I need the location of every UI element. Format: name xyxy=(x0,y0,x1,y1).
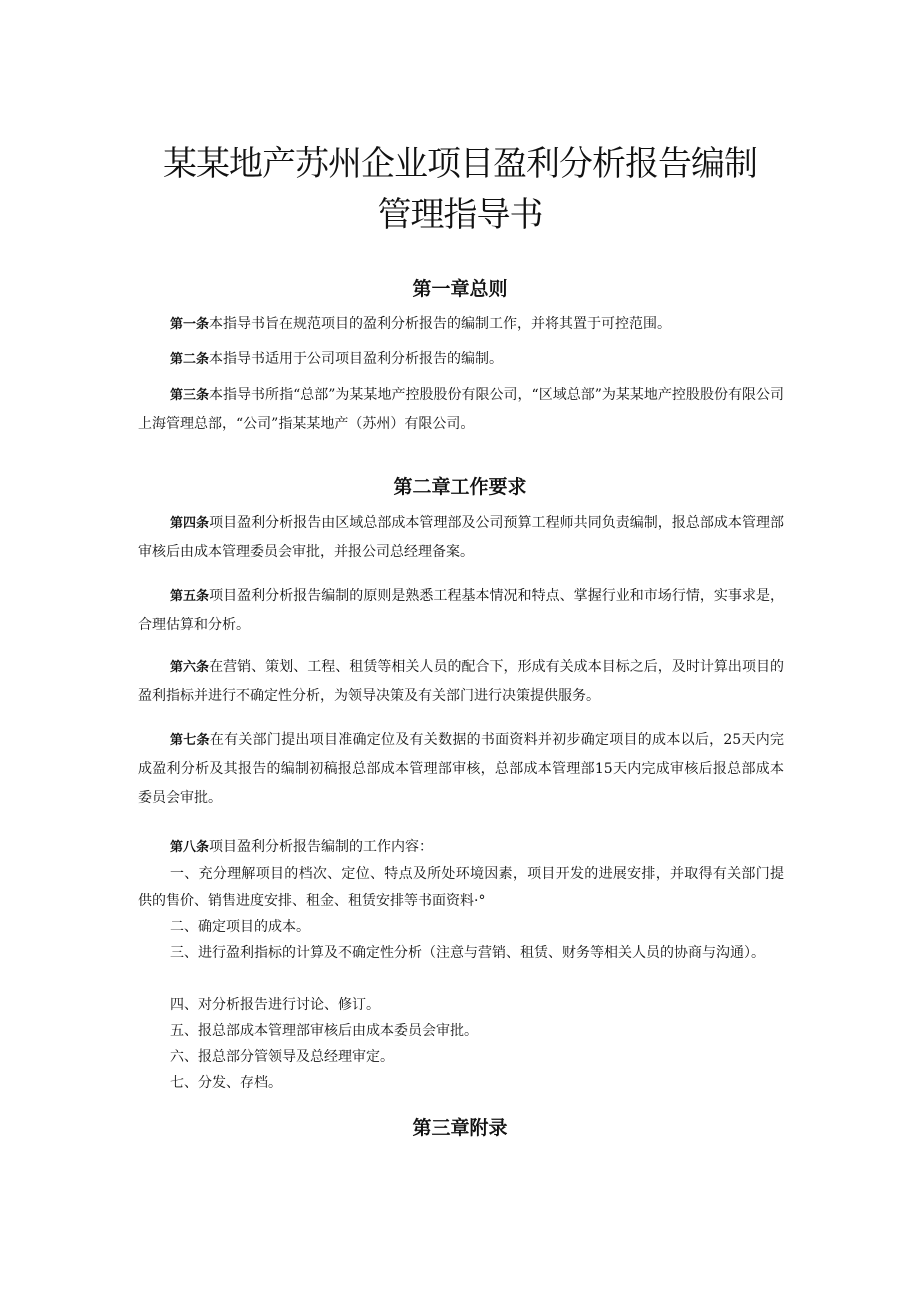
article-text: 本指导书适用于公司项目盈利分析报告的编制。 xyxy=(209,351,504,367)
article-label: 第八条 xyxy=(170,840,210,855)
list-item: 三、进行盈利指标的计算及不确定性分析（注意与营销、租赁、财务等相关人员的协商与沟通）。 xyxy=(170,945,765,961)
article-label: 第六条 xyxy=(170,660,210,675)
article-1 xyxy=(138,310,784,339)
article-text: 项目盈利分析报告编制的原则是熟悉工程基本情况和特点、掌握行业和市场行情，实事求是，合理估算和分析。 xyxy=(138,588,784,633)
document-title-line1: 某某地产苏州企业项目盈利分析报告编制 xyxy=(163,144,757,184)
article-7 xyxy=(138,726,784,813)
article-5 xyxy=(138,582,784,640)
article-4 xyxy=(138,509,784,567)
article-label: 第五条 xyxy=(170,589,210,604)
article-text: 在营销、策划、工程、租赁等相关人员的配合下，形成有关成本目标之后，及时计算出项目的盈利指标并进行不确定性分析，为领导决策及有关部门进行决策提供服务。 xyxy=(138,659,784,704)
chapter-heading-1: 第一章总则 xyxy=(412,278,508,300)
article-6 xyxy=(138,653,784,711)
article-label: 第四条 xyxy=(170,516,210,531)
chapter-heading-3: 第三章附录 xyxy=(412,1117,508,1139)
article-label: 第一条 xyxy=(170,317,210,332)
chapter-heading-2: 第二章工作要求 xyxy=(393,476,527,498)
list-item: 七、分发、存档。 xyxy=(170,1075,282,1091)
article-label: 第二条 xyxy=(170,352,210,367)
article-text: 项目盈利分析报告由区域总部成本管理部及公司预算工程师共同负责编制，报总部成本管理部审核后由成本管理委员会审批，并报公司总经理备案。 xyxy=(138,515,784,560)
list-item: 六、报总部分管领导及总经理审定。 xyxy=(170,1049,394,1065)
document-title-line2: 管理指导书 xyxy=(377,195,543,235)
list-item: 一、充分理解项目的档次、定位、特点及所处环境因素，项目开发的进展安排，并取得有关部门提供的售价、销售进度安排、租金、租赁安排等书面资料·° xyxy=(138,866,784,909)
list-item: 五、报总部成本管理部审核后由成本委员会审批。 xyxy=(170,1023,478,1039)
article-text: 在有关部门提出项目准确定位及有关数据的书面资料并初步确定项目的成本以后，25天内完成盈利分析及其报告的编制初稿报总部成本管理部审核，总部成本管理部15天内完成审核后报总部成本委员会审批。 xyxy=(138,732,784,806)
article-3 xyxy=(138,381,784,439)
article-2 xyxy=(138,345,784,374)
article-text: 项目盈利分析报告编制的工作内容： xyxy=(209,839,434,855)
article-label: 第三条 xyxy=(170,388,210,403)
article-text: 本指导书旨在规范项目的盈利分析报告的编制工作，并将其置于可控范围。 xyxy=(209,316,672,332)
article-text: 本指导书所指“总部”为某某地产控股股份有限公司，“区域总部”为某某地产控股股份有限公司上海管理总部，“公司”指某某地产（苏州）有限公司。 xyxy=(138,387,784,432)
article-8 xyxy=(138,834,784,861)
list-item: 四、对分析报告进行讨论、修订。 xyxy=(170,997,380,1013)
list-item: 二、确定项目的成本。 xyxy=(170,919,310,935)
article-label: 第七条 xyxy=(170,733,210,748)
